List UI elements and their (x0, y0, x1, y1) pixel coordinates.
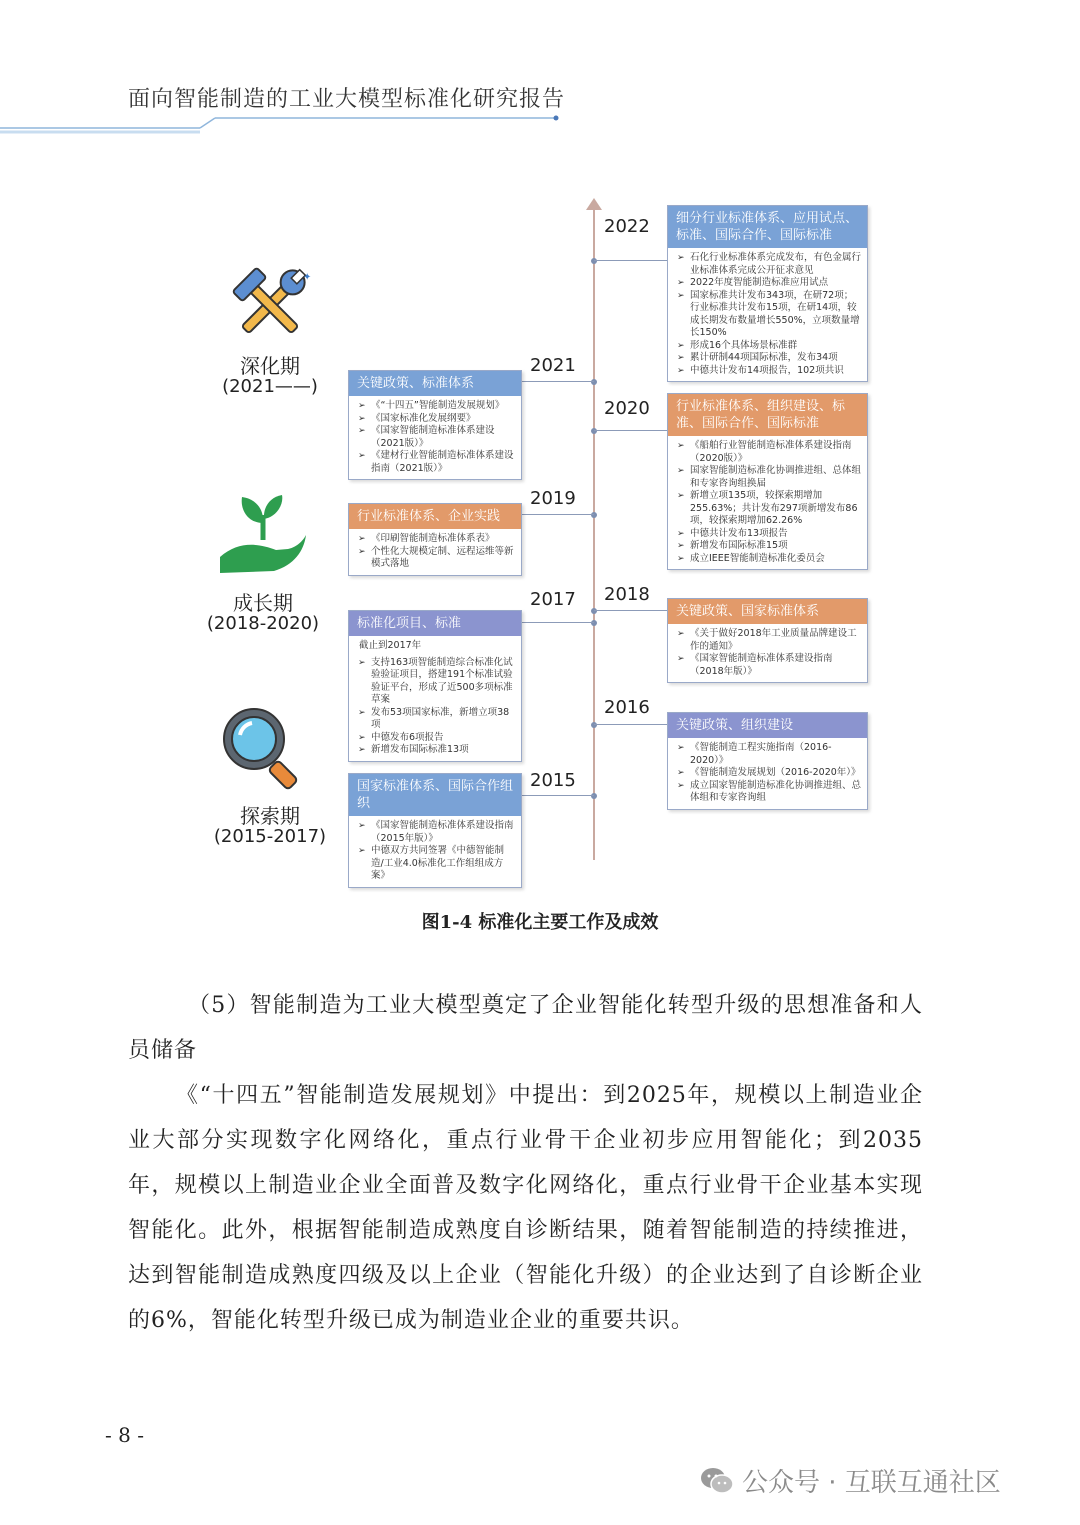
wechat-icon (700, 1466, 734, 1496)
year-dot-2020 (591, 428, 597, 434)
box-2019-list (349, 529, 521, 575)
year-dot-2017 (591, 620, 597, 626)
list-item: ➢ 成立国家智能制造标准化协调推进组、总体组和专家咨询组 (690, 780, 861, 805)
list-item: ➢ 中德共计发布14项报告，102项共识 (690, 365, 861, 378)
box-2016 (667, 712, 868, 810)
box-2022 (667, 205, 868, 382)
list-item: ➢ 国家智能制造标准化协调推进组、总体组和专家咨询组换届 (690, 465, 861, 490)
connector-2019 (520, 514, 594, 515)
year-dot-2018 (591, 608, 597, 614)
list-item: ➢ 《国家智能制造标准体系建设指南（2018年版）》 (690, 653, 861, 678)
year-label-2019: 2019 (530, 488, 576, 509)
box-2018-header: 关键政策、国家标准体系 (668, 599, 867, 624)
year-label-2018: 2018 (604, 584, 650, 605)
list-item: ➢ 《国家标准化发展纲要》 (371, 413, 515, 426)
list-item: ➢ 新增立项135项，较探索期增加255.63%；共计发布297项新增发布86项，较探索期增加62.26% (690, 490, 861, 528)
list-item: ➢ 《船舶行业智能制造标准体系建设指南（2020版）》 (690, 440, 861, 465)
timeline-axis (593, 205, 595, 860)
box-2017-header: 标准化项目、标准 (349, 611, 521, 636)
connector-2018 (594, 610, 667, 611)
list-item: ➢ 新增发布国际标准13项 (371, 744, 515, 757)
list-item: ➢ 成立IEEE智能制造标准化委员会 (690, 553, 861, 566)
box-2021 (348, 370, 522, 480)
box-2022-header: 细分行业标准体系、应用试点、标准、国际合作、国际标准 (668, 206, 867, 248)
list-item: ➢ 《“十四五”智能制造发展规划》 (371, 400, 515, 413)
year-dot-2019 (591, 512, 597, 518)
figure-caption: 图1-4 标准化主要工作及成效 (421, 912, 659, 933)
wrench-hammer-icon (225, 265, 315, 345)
stage-name-exploration: 探索期 (240, 804, 300, 828)
list-item: ➢ 国家标准共计发布343项，在研72项；行业标准共计发布15项，在研14项，较成长期发布数量增长550%，立项数量增长150% (690, 290, 861, 340)
stage-years-exploration: (2015-2017) (213, 826, 327, 847)
list-item: ➢ 《关于做好2018年工业质量品牌建设工作的通知》 (690, 628, 861, 653)
year-dot-2015 (591, 793, 597, 799)
svg-text:✦: ✦ (303, 272, 312, 283)
box-2020 (667, 393, 868, 570)
box-2019 (348, 503, 522, 576)
box-2021-header: 关键政策、标准体系 (349, 371, 521, 396)
box-2020-list (668, 436, 867, 569)
box-2017-intro: 截止到2017年 (359, 640, 422, 651)
year-label-2015: 2015 (530, 770, 576, 791)
list-item: ➢ 《智能制造发展规划（2016-2020年）》 (690, 767, 861, 780)
list-item: ➢ 《国家智能制造标准体系建设指南（2015年版）》 (371, 820, 515, 845)
year-label-2022: 2022 (604, 216, 650, 237)
header-rule (0, 100, 1080, 140)
section-heading: （5）智能制造为工业大模型奠定了企业智能化转型升级的思想准备和人员储备 (128, 993, 923, 1063)
stage-name-deepening: 深化期 (240, 354, 300, 378)
box-2017-list (349, 653, 521, 761)
list-item: ➢ 形成16个具体场景标准群 (690, 340, 861, 353)
connector-2015 (520, 795, 594, 796)
page-number: - 8 - (105, 1423, 144, 1447)
list-item: ➢ 《智能制造工程实施指南（2016-2020）》 (690, 742, 861, 767)
year-dot-2021 (591, 379, 597, 385)
list-item: ➢ 《印刷智能制造标准体系表》 (371, 533, 515, 546)
box-2018-list (668, 624, 867, 682)
box-2022-list (668, 248, 867, 381)
year-label-2020: 2020 (604, 398, 650, 419)
connector-2022 (594, 260, 667, 261)
box-2019-header: 行业标准体系、企业实践 (349, 504, 521, 529)
page-header-title: 面向智能制造的工业大模型标准化研究报告 (128, 87, 566, 112)
list-item: ➢ 《建材行业智能制造标准体系建设指南（2021版）》 (371, 450, 515, 475)
plant-in-hand-icon (218, 495, 308, 580)
list-item: ➢ 个性化大规模定制、远程运维等新模式落地 (371, 546, 515, 571)
list-item: ➢ 累计研制44项国际标准，发布34项 (690, 352, 861, 365)
list-item: ➢ 中德共计发布13项报告 (690, 528, 861, 541)
list-item: ➢ 支持163项智能制造综合标准化试验验证项目，搭建191个标准试验验证平台，形成了近500多项标准草案 (371, 657, 515, 707)
year-dot-2022 (591, 258, 597, 264)
year-label-2016: 2016 (604, 697, 650, 718)
connector-2017 (520, 622, 594, 623)
list-item: ➢ 发布53项国家标准，新增立项38项 (371, 707, 515, 732)
stage-years-deepening: (2021——) (222, 376, 318, 397)
magnifier-icon (218, 705, 308, 790)
list-item: ➢ 2022年度智能制造标准应用试点 (690, 277, 861, 290)
list-item: ➢ 中德双方共同签署《中德智能制造/工业4.0标准化工作组组成方案》 (371, 845, 515, 883)
year-label-2021: 2021 (530, 355, 576, 376)
box-2015 (348, 773, 522, 888)
connector-2021 (520, 381, 594, 382)
box-2015-list (349, 816, 521, 887)
box-2017 (348, 610, 522, 762)
year-dot-2016 (591, 722, 597, 728)
box-2016-header: 关键政策、组织建设 (668, 713, 867, 738)
stage-years-growth: (2018-2020) (206, 613, 320, 634)
list-item: ➢ 石化行业标准体系完成发布，有色金属行业标准体系完成公开征求意见 (690, 252, 861, 277)
box-2016-list (668, 738, 867, 809)
box-2021-list (349, 396, 521, 479)
year-label-2017: 2017 (530, 589, 576, 610)
list-item: ➢ 新增发布国际标准15项 (690, 540, 861, 553)
watermark-text: 公众号 · 互联互通社区 (742, 1468, 1001, 1498)
box-2020-header: 行业标准体系、组织建设、标准、国际合作、国际标准 (668, 394, 867, 436)
list-item: ➢ 《国家智能制造标准体系建设（2021版）》 (371, 425, 515, 450)
connector-2020 (594, 430, 667, 431)
stage-name-growth: 成长期 (233, 591, 293, 615)
watermark (700, 1462, 1001, 1499)
box-2018 (667, 598, 868, 683)
connector-2016 (594, 724, 667, 725)
body-paragraph: 《“十四五”智能制造发展规划》中提出：到2025年，规模以上制造业企业大部分实现数字化网络化，重点行业骨干企业初步应用智能化；到2035年，规模以上制造业企业全面普及数字化网络化，重点行业骨干企业基本实现智能化。此外，根据智能制造成熟度自诊断结果，随着智能制造的持续推进，达到智能制造成熟度四级及以上企业（智能化升级）的企业达到了自诊断企业的6%，智能化转型升级已成为制造业企业的重要共识。 (128, 1083, 923, 1333)
list-item: ➢ 中德发布6项报告 (371, 732, 515, 745)
box-2015-header: 国家标准体系、国际合作组织 (349, 774, 521, 816)
